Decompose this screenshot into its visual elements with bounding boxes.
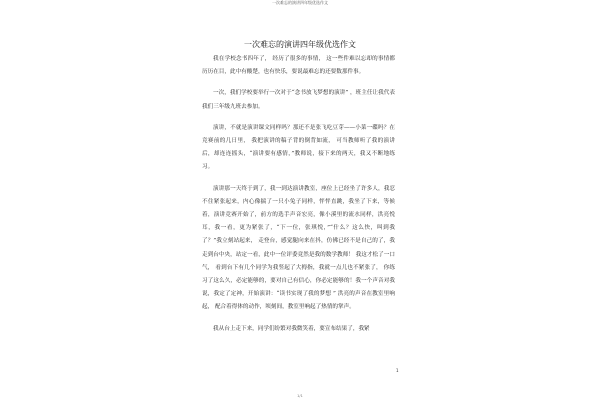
- document-title: 一次难忘的演讲四年级优选作文: [244, 40, 356, 49]
- document-body: [202, 53, 395, 344]
- paragraph-1: 我在学校念书四年了， 经历了很多的事情， 这一些件难以忘却的事情都历历在目，此中有酸楚，也有快乐，要说最难忘的还要数那件事。: [202, 56, 395, 76]
- paragraph-2: 一次，我们学校要举行一次对于“念书放飞梦想的演讲” ，班主任让我代表我们三年级九班去参加。: [202, 90, 395, 110]
- paragraph-3: 演讲，不就是演讲课文同样吗？那还不是张飞吃豆芽——小菜一碟吗？在竞赛前的几日里， 我把演讲的稿子背的倒背如流， 可当教师听了我的演讲后，却连连摇头，“演讲要有感情，”教师说，接下来的两天，我又不断地练习。: [202, 124, 395, 171]
- paragraph-4: 演讲那一天终于到了，我一到达演讲教室，座位上已经坐了许多人，我忍不住紧张起来，内心像揣了一只小兔子同样，怦怦直跳，我坐了下来，等候着，演讲竞赛开始了，前方的选手声音宏亮，像小溪里的流水同样，洪亮悦耳，我一看，更为紧张了，“下一位，张琪悦，”“什么？这么快，叫到我了？”我立刻站起来， 走登台，感觉腿向来在抖，仿佛已经不是自己的了，我走到台中央，站定一看，此中一位评委竟然是我的数学教师！ 我这才松了一口气， 看到台下有几个同学为我竖起了大拇指，我就一点儿也不紧张了， 你练习了这么久，必定能够的，要对自己有信心，你必定能够的！我一个声音对我说，我定了定神，开始演讲：“读书实现了我的梦想 ” 洪亮的声音在教室里响起， 配合着得体的动作，顷刻间，教室里响起了热情的掌声。: [202, 185, 395, 311]
- page-footer: 1/1: [297, 394, 303, 398]
- paragraph-5: 我从台上走下来，同学们纷繁对我微笑着，要宣布结果了，我紧: [213, 325, 370, 332]
- page-number-mark: 1: [396, 368, 399, 373]
- page-header: 一次难忘的演讲四年级优选作文: [272, 0, 328, 5]
